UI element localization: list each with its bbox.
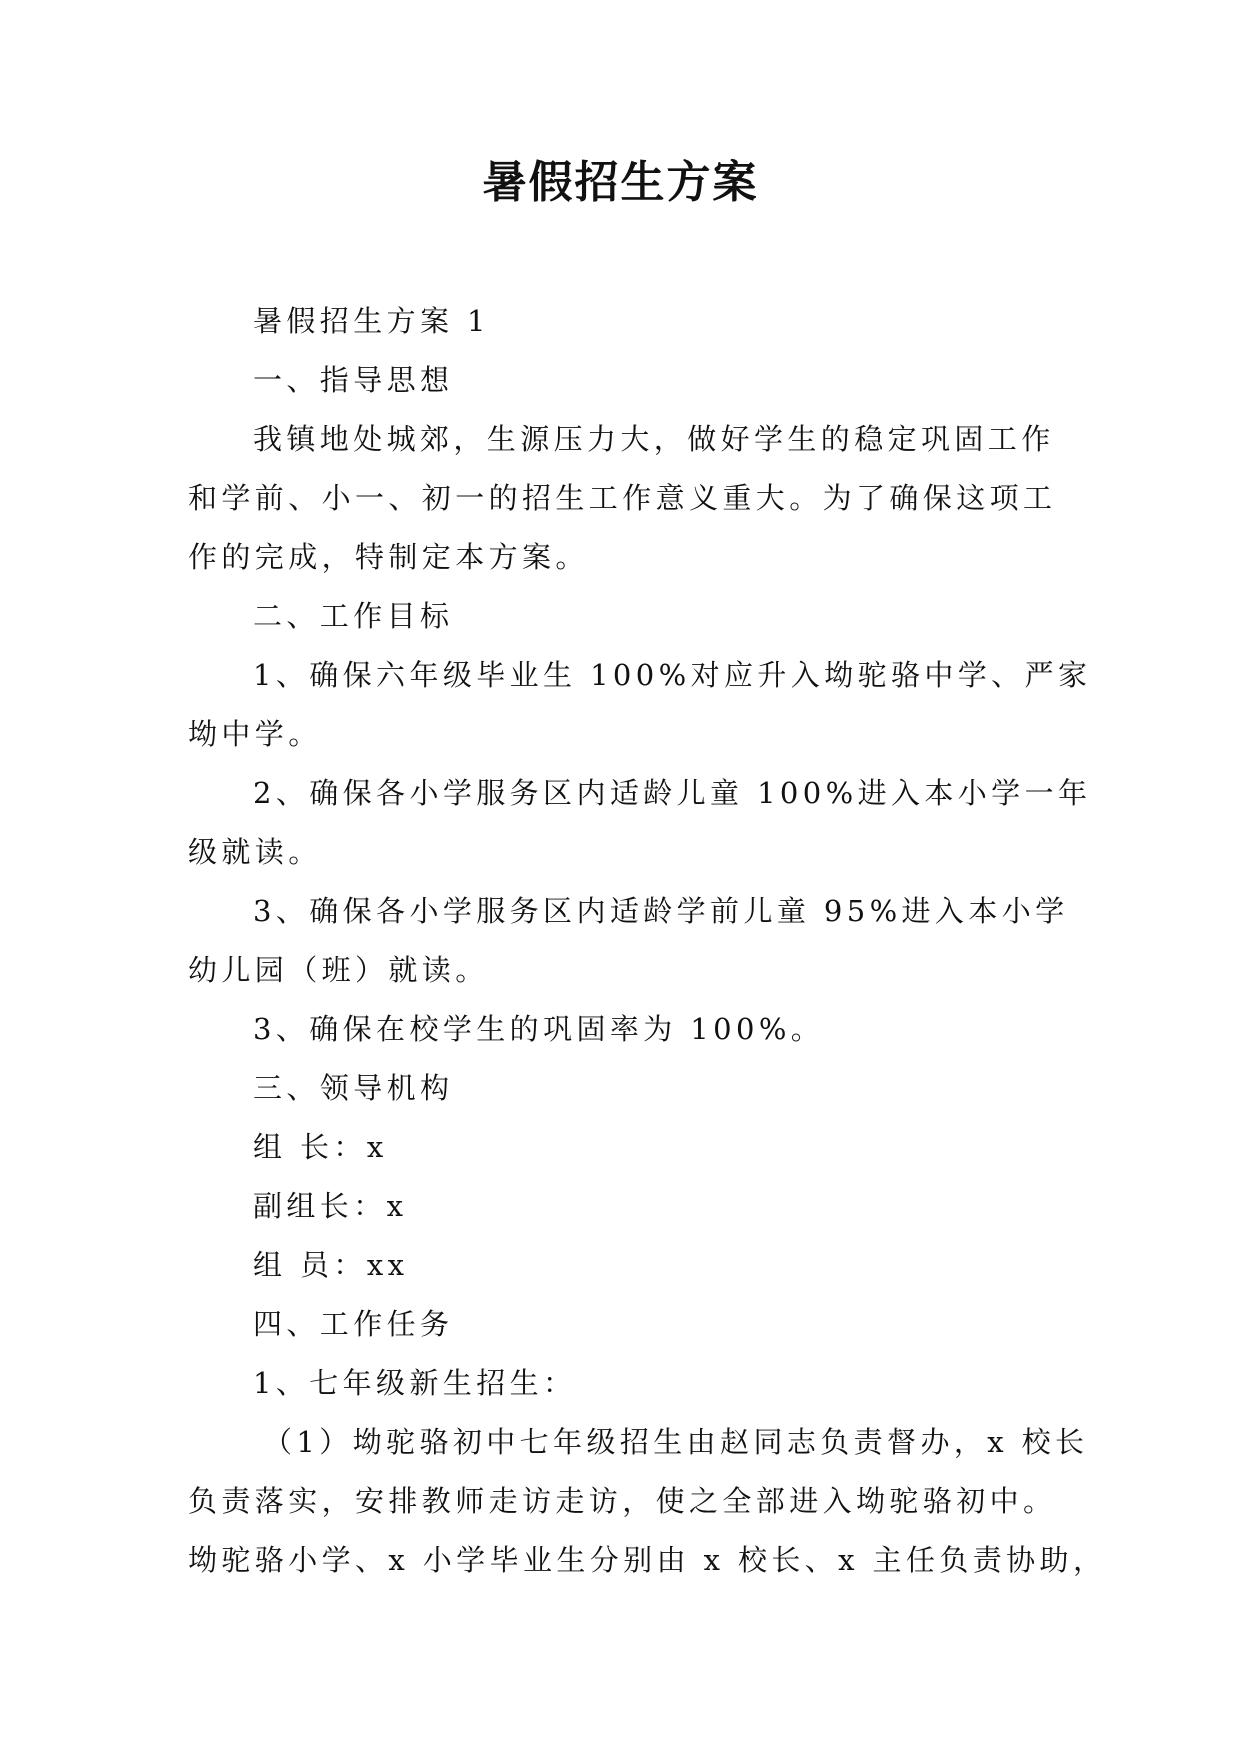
paragraph-line: 坳中学。 [188, 717, 322, 751]
section-heading: 暑假招生方案 1 [253, 304, 490, 338]
paragraph-line: 3、确保在校学生的巩固率为 100%。 [253, 1012, 825, 1046]
paragraph-line: 组 长：x [253, 1130, 388, 1164]
section-heading: 四、工作任务 [253, 1307, 454, 1341]
paragraph-line: 1、确保六年级毕业生 100%对应升入坳驼骆中学、严家 [253, 658, 1092, 692]
document-title: 暑假招生方案 [482, 157, 759, 208]
document-body [188, 292, 1107, 1590]
paragraph-line: 级就读。 [188, 835, 322, 869]
section-heading: 二、工作目标 [253, 599, 454, 633]
paragraph-line: 1、七年级新生招生： [253, 1366, 577, 1400]
paragraph-line: 2、确保各小学服务区内适龄儿童 100%进入本小学一年 [253, 776, 1092, 810]
paragraph-line: 幼儿园（班）就读。 [188, 953, 489, 987]
paragraph-line: 3、确保各小学服务区内适龄学前儿童 95%进入本小学 [253, 894, 1069, 928]
paragraph-line: 我镇地处城郊，生源压力大，做好学生的稳定巩固工作 [253, 422, 1055, 456]
paragraph-line: 组 员：xx [253, 1248, 409, 1282]
section-heading: 三、领导机构 [253, 1071, 454, 1105]
paragraph-line: 作的完成，特制定本方案。 [188, 540, 589, 574]
paragraph-line: 负责落实，安排教师走访走访，使之全部进入坳驼骆初中。 [188, 1484, 1057, 1518]
paragraph-line: （1）坳驼骆初中七年级招生由赵同志负责督办，x 校长 [263, 1425, 1089, 1459]
paragraph-line: 坳驼骆小学、x 小学毕业生分别由 x 校长、x 主任负责协助， [188, 1543, 1107, 1577]
paragraph-line: 和学前、小一、初一的招生工作意义重大。为了确保这项工 [188, 481, 1057, 515]
paragraph-line: 副组长：x [253, 1189, 408, 1223]
section-heading: 一、指导思想 [253, 363, 454, 397]
